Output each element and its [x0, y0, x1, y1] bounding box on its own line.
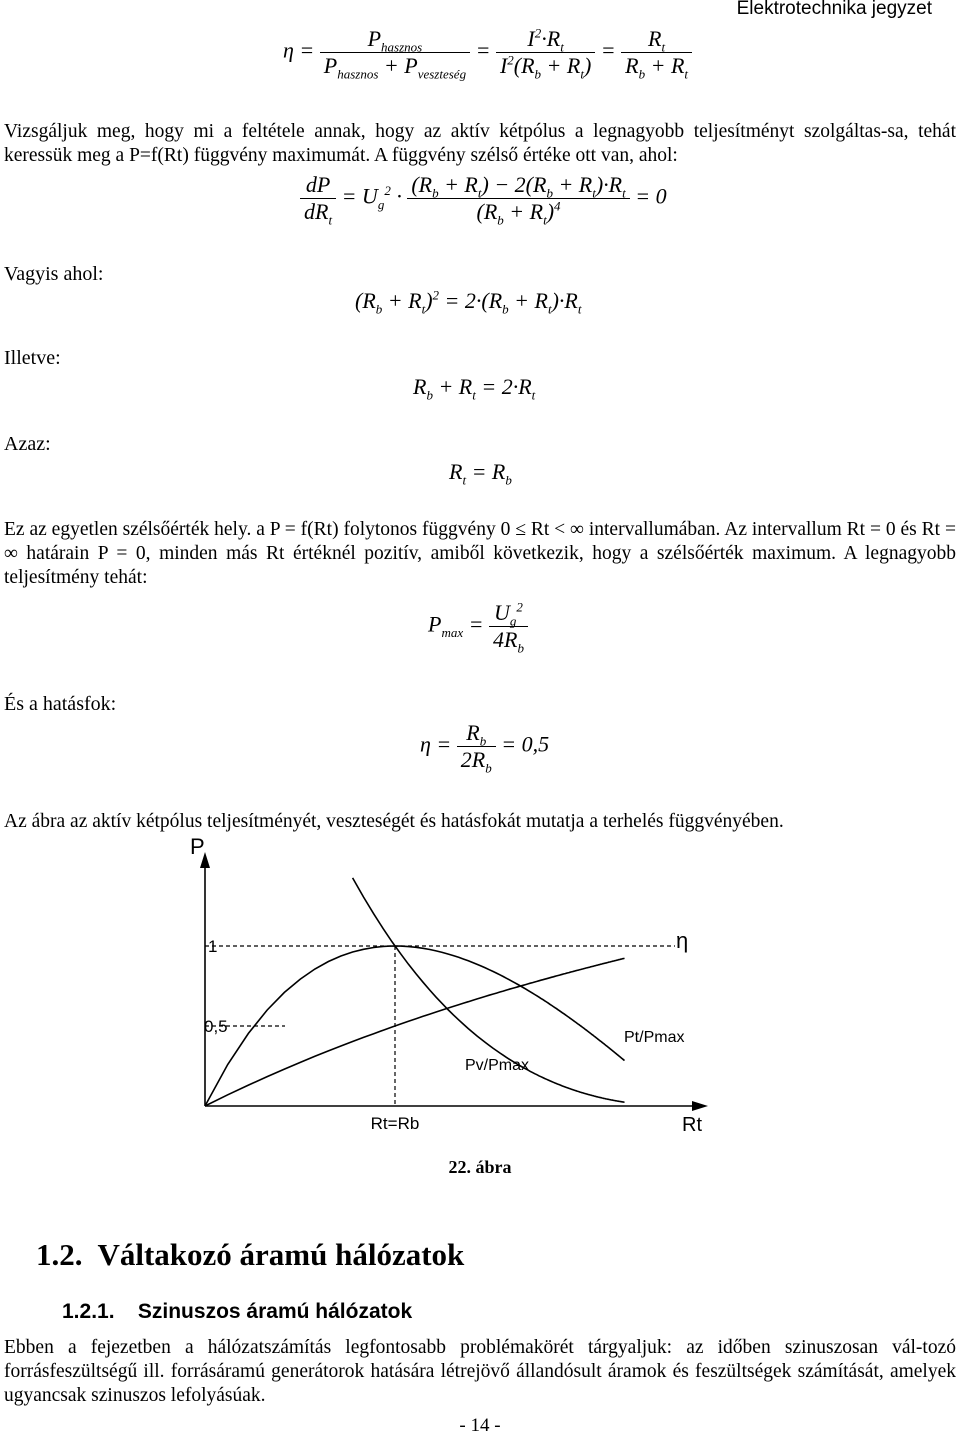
- paragraph-extremum: Ez az egyetlen szélsőérték hely. a P = f(Rt) folytonos függvény 0 ≤ Rt < ∞ intervallumában. Az intervallum Rt = 0 és Rt = ∞ határain P = 0, minden más Rt értéknél pozitív, amiből következik, hogy a szélsőérték maximum. A legnagyobb teljesítmény tehát:: [4, 519, 956, 588]
- series-pt-line: [205, 946, 625, 1106]
- equation-sum: $R_b + R_t = 2\cdot R_t$: [413, 374, 536, 403]
- efficiency-formula: η = $\frac{P_{hasznos}}{P_{hasznos} + P_{veszteség}}$ = $\frac{I^2\cdot R_t}{I^2(R_b + R_t)}$ = $\frac{R_t}{R_b + R_t}$: [283, 26, 692, 79]
- equation-result: $R_t = R_b$: [449, 459, 512, 488]
- section-number: 1.2.: [36, 1237, 83, 1272]
- series-eta-line: [205, 958, 625, 1106]
- page-number: - 14 -: [459, 1415, 501, 1436]
- pmax-formula: $P_{max}$ = $\frac{U_g^2}{4R_b}$: [428, 600, 528, 653]
- paragraph-figure-intro: Az ábra az aktív kétpólus teljesítményét, veszteségét és hatásfokát mutatja a terhelés függvényében.: [4, 811, 784, 832]
- paragraph-intro: Vizsgáljuk meg, hogy mi a feltétele annak, hogy az aktív kétpólus a legnagyobb teljesítményt szolgáltas-sa, tehát keressük meg a P=f(Rt) függvény maximumát. A függvény szélső értéke ott van, ahol:: [4, 121, 956, 166]
- series-label-eta: η: [676, 928, 689, 953]
- x-axis-label: Rt: [682, 1114, 702, 1136]
- subsection-title: Szinuszos áramú hálózatok: [137, 1300, 413, 1323]
- section-title: Váltakozó áramú hálózatok: [97, 1237, 465, 1272]
- x-tick-rt-rb: Rt=Rb: [370, 1114, 420, 1133]
- figure-caption: 22. ábra: [448, 1157, 512, 1177]
- section-heading: [36, 1237, 464, 1273]
- series-label-pv: Pv/Pmax: [465, 1057, 530, 1074]
- power-efficiency-chart: [190, 838, 720, 1143]
- y-tick-05: 0,5: [204, 1017, 228, 1036]
- series-label-pt: Pt/Pmax: [624, 1029, 685, 1046]
- label-illetve: Illetve:: [4, 347, 61, 369]
- x-axis-arrow: [692, 1101, 708, 1111]
- running-header: Elektrotechnika jegyzet: [736, 0, 932, 19]
- y-tick-1: 1: [208, 937, 218, 956]
- subsection-number: 1.2.1.: [62, 1300, 115, 1323]
- subsection-heading: [62, 1300, 412, 1324]
- paragraph-chapter-intro: Ebben a fejezetben a hálózatszámítás legfontosabb problémakörét tárgyaljuk: az időben szinuszosan vál-tozó forrásfeszültségű ill. forrásáramú generátorok hatására létrejövő állandósult áramok és feszültségek számítását, amelyek ugyancsak szinuszos lefolyásúak.: [4, 1337, 956, 1406]
- label-vagyis: Vagyis ahol:: [4, 263, 104, 285]
- efficiency-half-formula: η = $\frac{R_b}{2R_b}$ = 0,5: [420, 720, 550, 776]
- label-hatasfok: És a hatásfok:: [4, 693, 117, 715]
- equation-condition: $(R_b + R_t)^2 = 2\cdot(R_b + R_t)\cdot R_t$: [355, 287, 582, 317]
- label-azaz: Azaz:: [4, 433, 51, 455]
- derivative-formula: $\frac{dP}{dR_t}$ = $U_g^2$ · $\frac{(R_b + R_t) - 2(R_b + R_t)\cdot R_t}{(R_b + R_t)^4}$ = 0: [300, 172, 667, 225]
- y-axis-label: P: [190, 838, 205, 859]
